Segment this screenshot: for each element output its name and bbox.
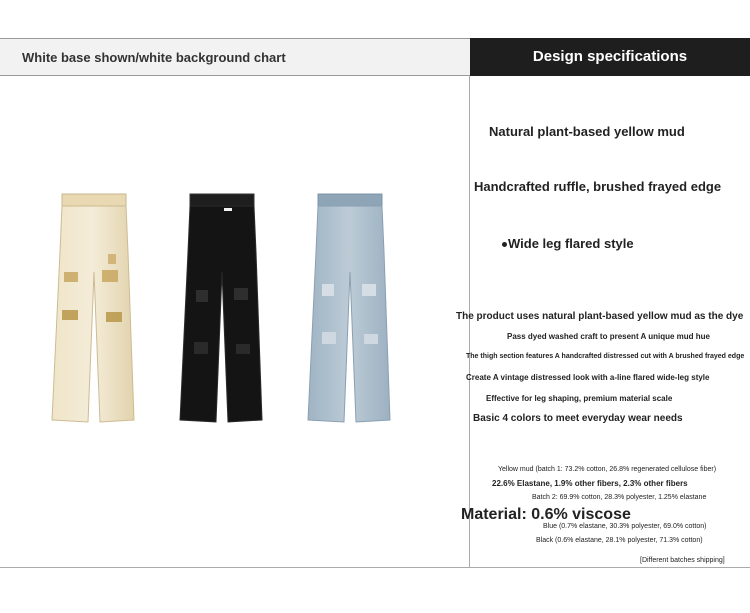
description-line-5: Effective for leg shaping, premium material scale	[486, 394, 673, 403]
material-line-1: Yellow mud (batch 1: 73.2% cotton, 26.8% regenerated cellulose fiber)	[498, 466, 717, 473]
description-line-2: Pass dyed washed craft to present A unique mud hue	[507, 332, 711, 341]
header-left	[0, 38, 470, 76]
description-line-6: Basic 4 colors to meet everyday wear needs	[473, 413, 683, 424]
description-line-3: The thigh section features A handcrafted distressed cut with A brushed frayed edge	[466, 353, 745, 360]
black-jeans-image	[176, 192, 266, 424]
feature-1: Natural plant-based yellow mud	[489, 124, 685, 139]
blue-jeans-image	[304, 192, 394, 424]
header-right-title: Design specifications	[532, 48, 688, 65]
yellow-mud-jeans-image	[48, 192, 138, 424]
column-divider	[469, 76, 470, 568]
description-line-1: The product uses natural plant-based yellow mud as the dye	[456, 311, 744, 322]
feature-2: Handcrafted ruffle, brushed frayed edge	[474, 179, 722, 194]
material-line-3: Batch 2: 69.9% cotton, 28.3% polyester, 1.25% elastane	[532, 494, 707, 501]
material-line-2: 22.6% Elastane, 1.9% other fibers, 2.3% other fibers	[492, 479, 688, 488]
bullet-icon	[502, 242, 507, 247]
bottom-divider	[0, 567, 750, 568]
description-line-4: Create A vintage distressed look with a-line flared wide-leg style	[466, 373, 710, 382]
material-line-5: Black (0.6% elastane, 28.1% polyester, 71.3% cotton)	[536, 537, 703, 544]
feature-3: Wide leg flared style	[501, 236, 634, 251]
material-line-4: Blue (0.7% elastane, 30.3% polyester, 69.0% cotton)	[543, 523, 707, 530]
header-left-title: White base shown/white background chart	[22, 50, 286, 65]
shipping-note: [Different batches shipping]	[640, 557, 725, 564]
header-right	[470, 38, 750, 76]
material-title: Material: 0.6% viscose	[461, 506, 631, 523]
